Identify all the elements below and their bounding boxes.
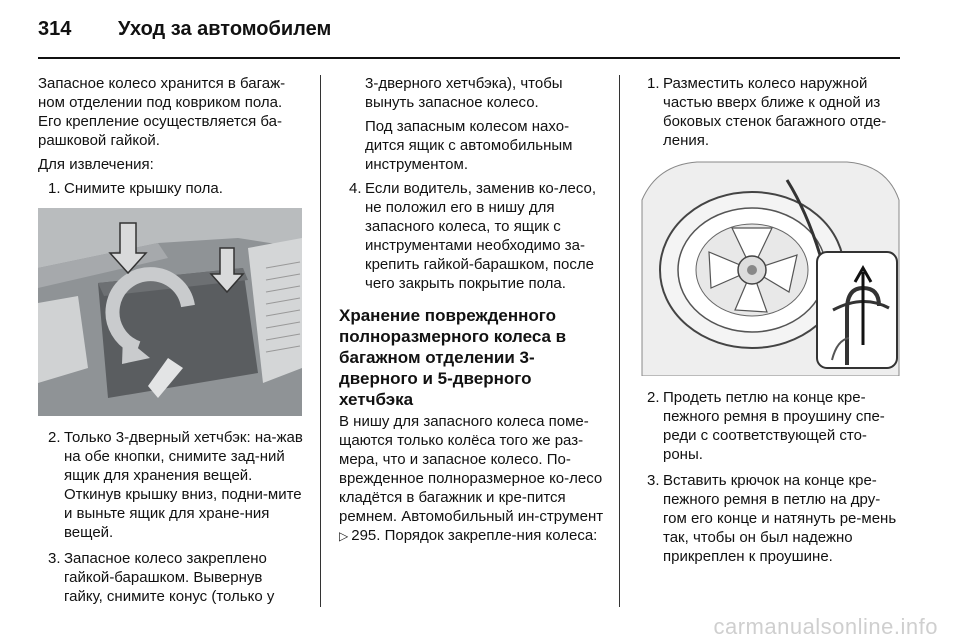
watermark: carmanualsonline.info xyxy=(713,614,938,639)
fixing-step-3 xyxy=(637,471,903,566)
step-3 xyxy=(38,549,304,606)
step-text: Запасное колесо закреплено гайкой-барашком. Вывернув гайку, снимите конус (только у xyxy=(64,550,275,605)
spare-wheel-strap-illustration xyxy=(637,160,901,376)
step-3-continuation: 3-дверного хетчбэка), чтобы вынуть запасное колесо. xyxy=(365,75,563,111)
step-number: 3. xyxy=(647,472,660,489)
column-3 xyxy=(637,74,903,573)
page-number: 314 xyxy=(38,18,72,40)
intro-paragraph: Запасное колесо хранится в багаж-ном отделении под ковриком пола. Его крепление осуществляется ба-рашковой гайкой. xyxy=(38,75,286,149)
step-number: 2. xyxy=(48,429,61,446)
column-2 xyxy=(339,74,605,551)
step-4 xyxy=(339,179,605,293)
step-text: Если водитель, заменив ко-лесо, не положил его в нишу для запасного колеса, то ящик с инструментами необходимо за-крепить гайкой-барашком, после чего закрыть покрытие пола. xyxy=(365,180,597,292)
step-1 xyxy=(38,179,304,198)
body-text-end: . Порядок закрепле-ния колеса: xyxy=(376,527,598,544)
step-text: Разместить колесо наружной частью вверх ближе к одной из боковых стенок багажного отде-ления. xyxy=(663,75,887,149)
column-divider-2 xyxy=(619,75,620,607)
step-number: 2. xyxy=(647,389,660,406)
step-text: Вставить крючок на конце кре-пежного ремня в петлю на дру-гом его конце и натянуть ре-мень так, чтобы он был надежно прикреплен к проушине. xyxy=(663,472,897,565)
page-reference[interactable]: 295 xyxy=(351,527,377,544)
fixing-step-1 xyxy=(637,74,903,150)
step-number: 1. xyxy=(647,75,660,92)
step-number: 1. xyxy=(48,180,61,197)
step-text: Только 3-дверный хетчбэк: на-жав на обе кнопки, снимите зад-ний ящик для хранения вещей. Откинув крышку вниз, подни-мите и выньте ящик для хране-ния вещей. xyxy=(64,429,303,541)
step-number: 4. xyxy=(349,180,362,197)
fixing-step-2 xyxy=(637,388,903,464)
section-body xyxy=(339,412,605,546)
section-heading: Хранение поврежденного полноразмерного колеса в багажном отделении 3-дверного и 5-дверного хетчбэка xyxy=(339,306,567,409)
page-reference-icon: ▷ xyxy=(339,529,349,543)
body-text: В нишу для запасного колеса поме-щаются только колёса того же раз-мера, что и запасное колесо. По-врежденное полноразмерное ко-лесо кладётся в багажник и кре-пится ремнем. Автомобильный ин-струмент xyxy=(339,413,604,525)
column-1 xyxy=(38,74,304,613)
step-number: 3. xyxy=(48,550,61,567)
removal-label: Для извлечения: xyxy=(38,156,154,173)
tool-box-note: Под запасным колесом нахо-дится ящик с автомобильным инструментом. xyxy=(365,118,573,173)
step-text: Продеть петлю на конце кре-пежного ремня в проушину спе-реди с соответствующей сто-роны. xyxy=(663,389,885,463)
column-divider-1 xyxy=(320,75,321,607)
step-text: Снимите крышку пола. xyxy=(64,180,223,197)
step-2 xyxy=(38,428,304,542)
header-rule xyxy=(38,57,900,59)
floor-cover-illustration xyxy=(38,208,302,416)
page-title: Уход за автомобилем xyxy=(118,18,332,40)
